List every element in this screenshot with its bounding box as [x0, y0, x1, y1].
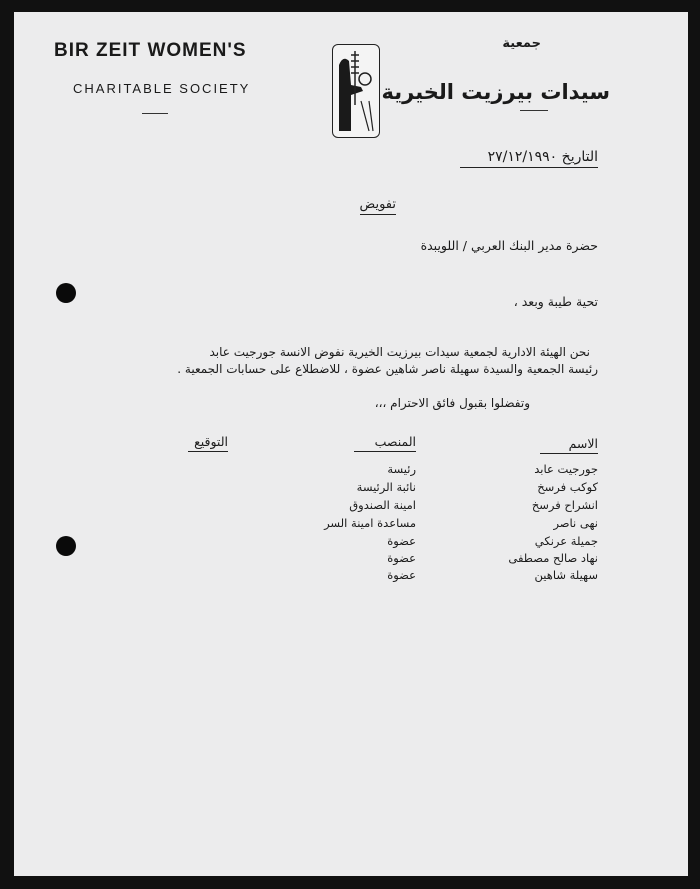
member-position: عضوة [387, 568, 416, 582]
member-position: مساعدة امينة السر [324, 516, 416, 530]
punch-hole [56, 536, 76, 556]
member-position: امينة الصندوق [349, 498, 416, 512]
body-line-1: نحن الهيئة الادارية لجمعية سيدات بيرزيت الخيرية نفوض الانسة جورجيت عابد [209, 345, 590, 359]
member-name: نهاد صالح مصطفى [508, 551, 598, 565]
addressee: حضرة مدير البنك العربي / اللويبدة [420, 238, 598, 253]
date-line: التاريخ ٢٧/١٢/١٩٩٠ [460, 149, 598, 168]
member-name: جميلة عرنكي [534, 534, 598, 548]
closing: وتفضلوا بقبول فائق الاحترام ،،، [374, 396, 530, 410]
member-position: رئيسة [387, 462, 416, 476]
society-logo [332, 44, 380, 138]
body-line-2: رئيسة الجمعية والسيدة سهيلة ناصر شاهين عضوة ، للاضطلاع على حسابات الجمعية . [177, 362, 598, 376]
member-name: جورجيت عابد [534, 462, 598, 476]
member-position: عضوة [387, 534, 416, 548]
member-name: انشراح فرسخ [531, 498, 598, 512]
member-name: سهيلة شاهين [534, 568, 598, 582]
punch-hole [56, 283, 76, 303]
letterhead-arabic-line1: جمعية [502, 36, 541, 51]
document-title: تفويض [360, 197, 396, 215]
divider [520, 110, 548, 111]
letterhead-arabic-line2: سيدات بيرزيت الخيرية [381, 80, 610, 104]
header-position: المنصب [354, 434, 416, 452]
member-name: نهى ناصر [553, 516, 598, 530]
header-name: الاسم [540, 436, 598, 454]
header-signature: التوقيع [188, 434, 228, 452]
divider [142, 113, 168, 114]
letterhead-english-line1: BIR ZEIT WOMEN'S [54, 40, 247, 61]
member-position: عضوة [387, 551, 416, 565]
member-position: نائبة الرئيسة [356, 480, 416, 494]
greeting: تحية طيبة وبعد ، [513, 294, 598, 309]
member-name: كوكب فرسخ [537, 480, 598, 494]
letterhead-english-line2: CHARITABLE SOCIETY [73, 81, 251, 96]
